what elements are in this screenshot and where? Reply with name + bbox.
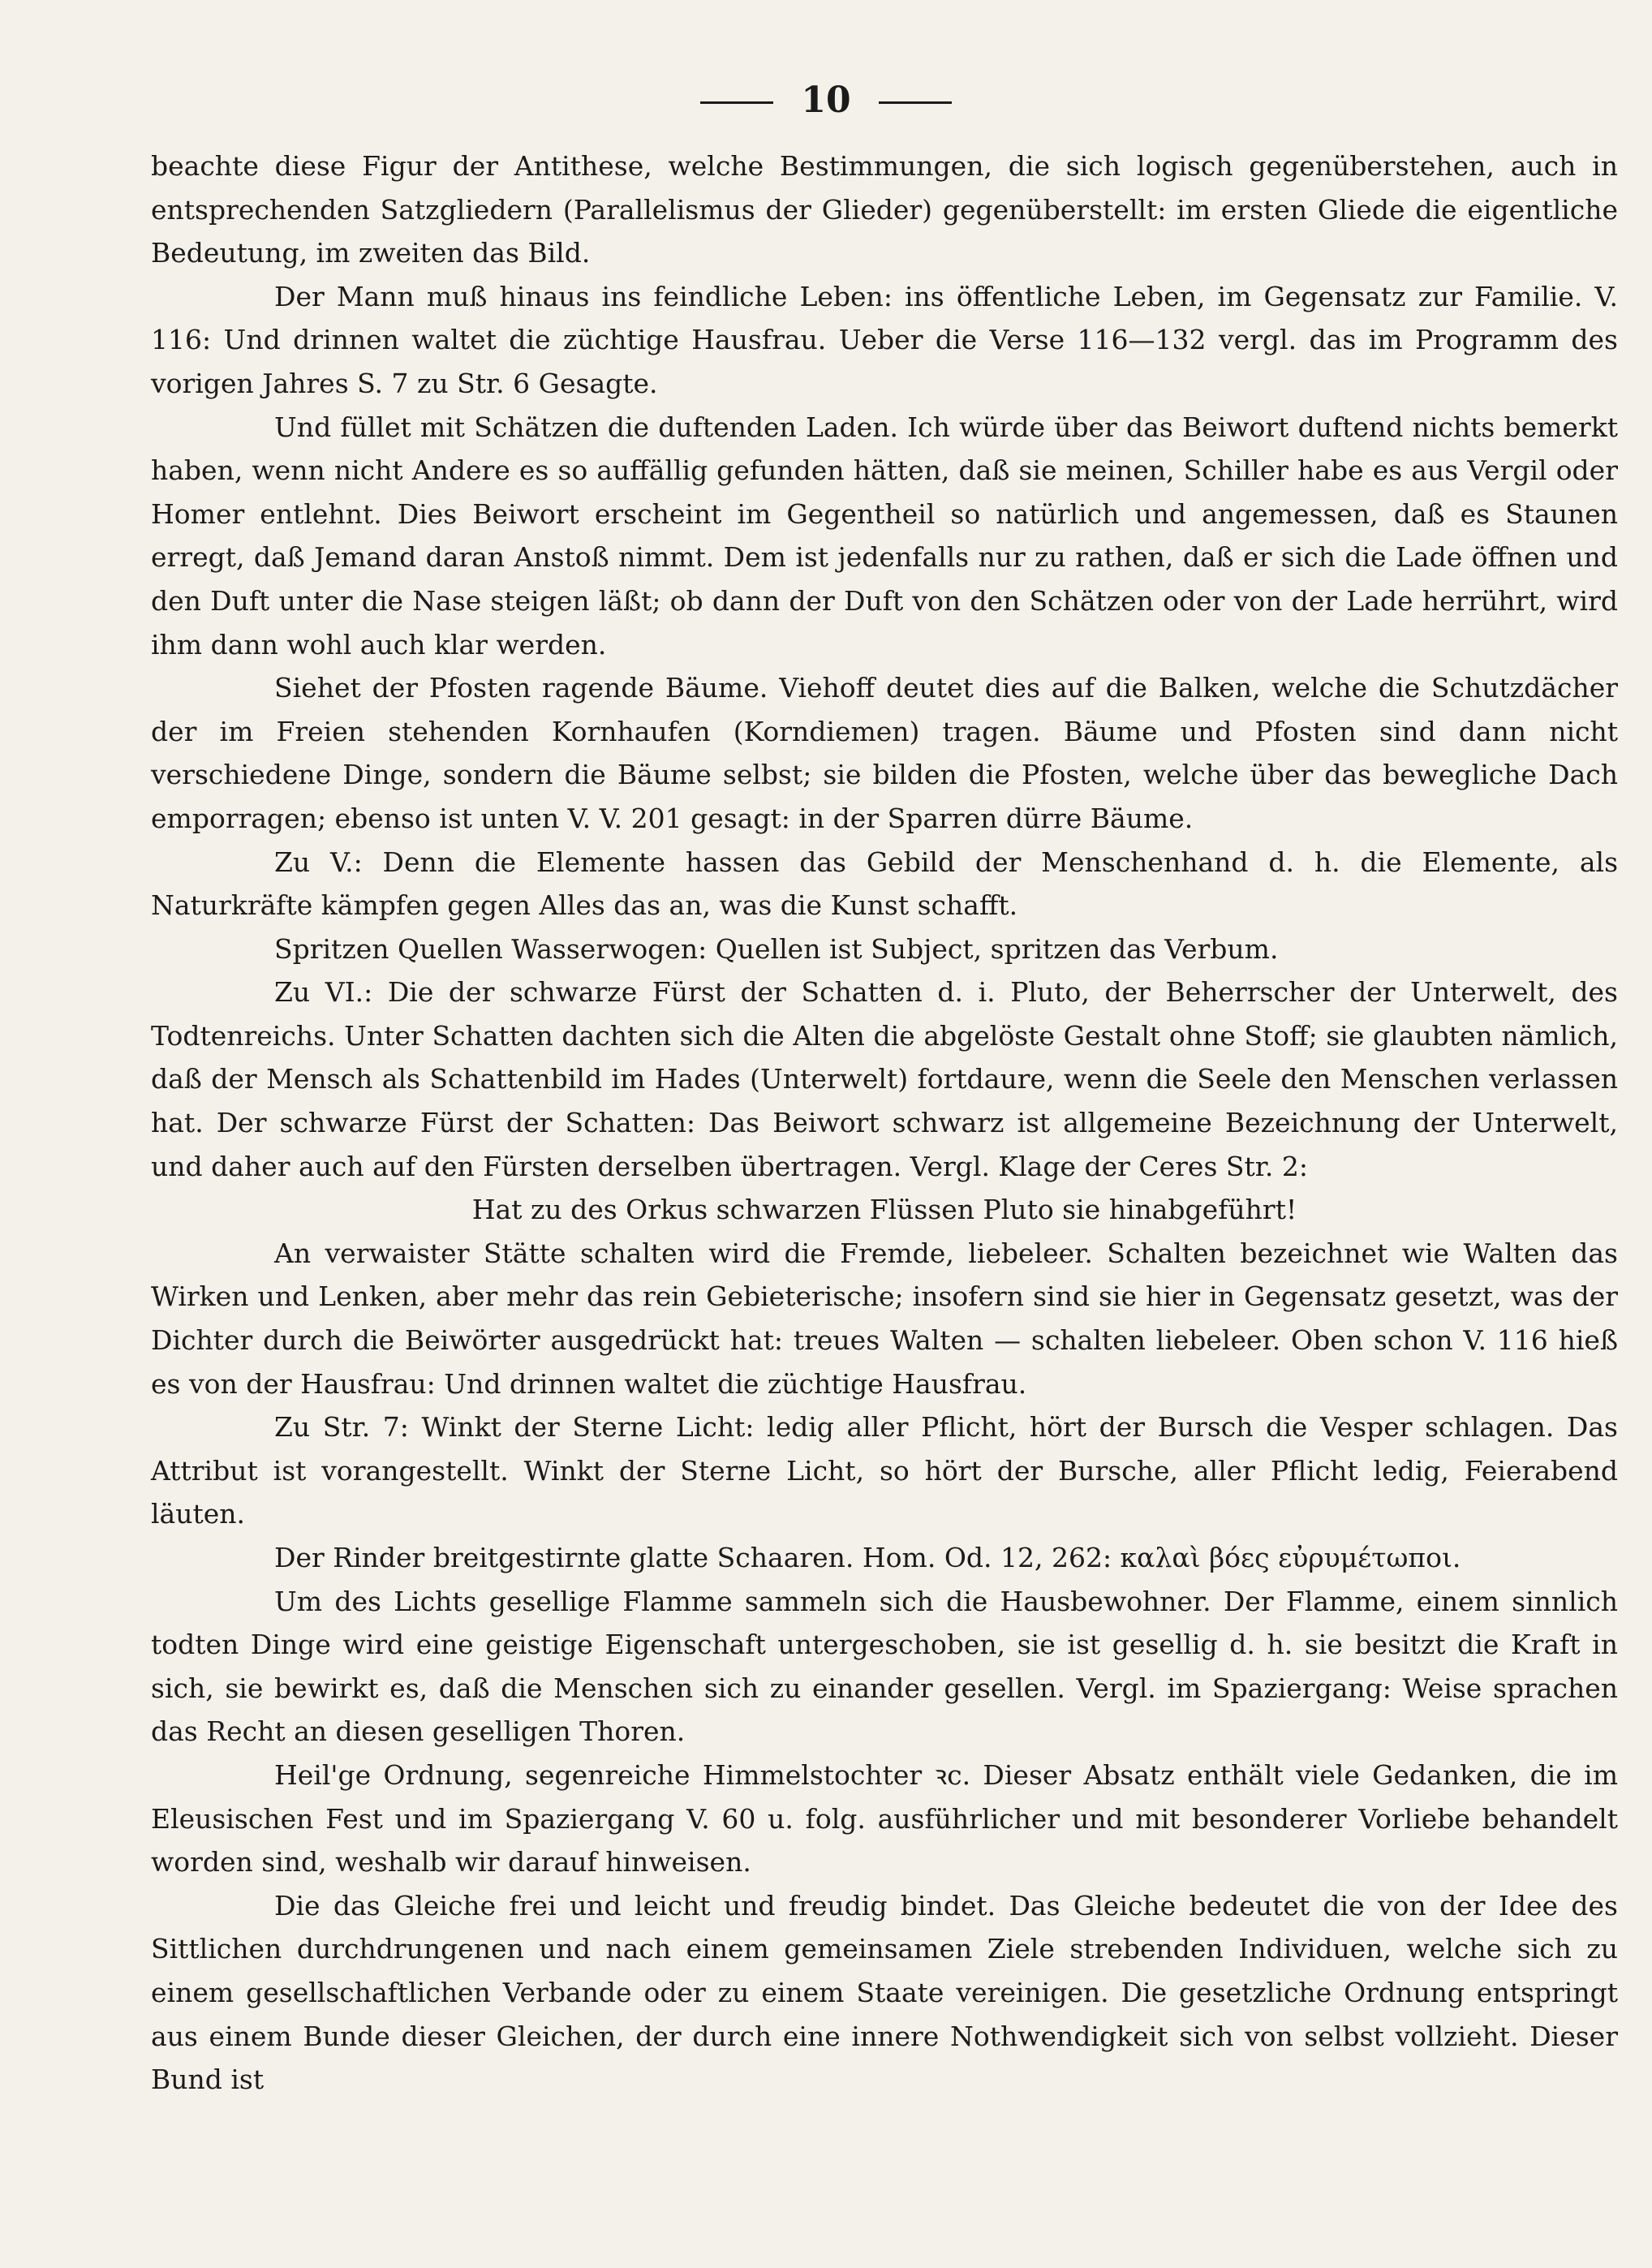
paragraph-pfosten-baeume: Siehet der Pfosten ragende Bäume. Viehoff deutet dies auf die Balken, welche die Schutzdächer der im Freien stehenden Kornhaufen (Korndiemen) tragen. Bäume und Pfosten sind dann nicht verschiedene Dinge, sondern die Bäume selbst; sie bilden die Pfosten, welche über das bewegliche Dach emporragen; ebenso ist unten V. V. 201 gesagt: in der Sparren dürre Bäume. [151,672,1618,834]
paragraph-zu-str-7: Zu Str. 7: Winkt der Sterne Licht: ledig aller Pflicht, hört der Bursch die Vesper schlagen. Das Attribut ist vorangestellt. Winkt der Sterne Licht, so hört der Bursche, aller Pflicht ledig, Feierabend läuten. [151,1411,1618,1530]
paragraph-mann-hinaus: Der Mann muß hinaus ins feindliche Leben: ins öffentliche Leben, im Gegensatz zur Familie. V. 116: Und drinnen waltet die züchtige Hausfrau. Ueber die Verse 116—132 vergl. das im Programm des vorigen Jahres S. 7 zu Str. 6 Gesagte. [151,280,1618,399]
paragraph-rinder: Der Rinder breitgestirnte glatte Schaaren. Hom. Od. 12, 262: καλαὶ βόες εὐρυμέτωποι. [274,1542,1461,1573]
page-number: 10 [801,80,851,121]
paragraph-das-gleiche: Die das Gleiche frei und leicht und freudig bindet. Das Gleiche bedeutet die von der Idee des Sittlichen durchdrungenen und nach einem gemeinsamen Ziele strebenden Individuen, welche sich zu einem gesellschaftlichen Verbande oder zu einem Staate vereinigen. Die gesetzliche Ordnung entspringt aus einem Bunde dieser Gleichen, der durch eine innere Nothwendigkeit sich von selbst vollzieht. Dieser Bund ist [151,1889,1618,2096]
paragraph-zu-vi: Zu VI.: Die der schwarze Fürst der Schatten d. i. Pluto, der Beherrscher der Unterwelt, des Todtenreichs. Unter Schatten dachten sich die Alten die abgelöste Gestalt ohne Stoff; sie glaubten nämlich, daß der Mensch als Schattenbild im Hades (Unterwelt) fortdaure, wenn die Seele den Menschen verlassen hat. Der schwarze Fürst der Schatten: Das Beiwort schwarz ist allgemeine Bezeichnung der Unterwelt, und daher auch auf den Fürsten derselben übertragen. Vergl. Klage der Ceres Str. 2: [151,976,1618,1182]
body-text [151,144,1618,2102]
paragraph-gesellige-flamme: Um des Lichts gesellige Flamme sammeln sich die Hausbewohner. Der Flamme, einem sinnlich todten Dinge wird eine geistige Eigenschaft untergeschoben, sie ist gesellig d. h. sie besitzt die Kraft in sich, sie bewirkt es, daß die Menschen sich zu einander gesellen. Vergl. im Spaziergang: Weise sprachen das Recht an diesen geselligen Thoren. [151,1585,1618,1748]
paragraph-continuation: beachte diese Figur der Antithese, welche Bestimmungen, die sich logisch gegenüberstehen, auch in entsprechenden Satzgliedern (Parallelismus der Glieder) gegenüberstellt: im ersten Gliede die eigentliche Bedeutung, im zweiten das Bild. [151,150,1618,269]
paragraph-zu-v: Zu V.: Denn die Elemente hassen das Gebild der Menschenhand d. h. die Elemente, als Naturkräfte kämpfen gegen Alles das an, was die Kunst schafft. [151,846,1618,922]
paragraph-heilge-ordnung: Heil'ge Ordnung, segenreiche Himmelstochter ꝛc. Dieser Absatz enthält viele Gedanken, die im Eleusischen Fest und im Spaziergang V. 60 u. folg. ausführlicher und mit besonderer Vorliebe behandelt worden sind, weshalb wir darauf hinweisen. [151,1758,1618,1879]
paragraph-verwaister-staette: An verwaister Stätte schalten wird die Fremde, liebeleer. Schalten bezeichnet wie Walten das Wirken und Lenken, aber mehr das rein Gebieterische; insofern sind sie hier in Gegensatz gesetzt, was der Dichter durch die Beiwörter ausgedrückt hat: treues Walten — schalten liebeleer. Oben schon V. 116 hieß es von der Hausfrau: Und drinnen waltet die züchtige Hausfrau. [151,1237,1618,1400]
header-dash-left [700,101,773,104]
quote-klage-der-ceres: Hat zu des Orkus schwarzen Flüssen Pluto sie hinabgeführt! [471,1194,1297,1226]
paragraph-duftenden-laden: Und füllet mit Schätzen die duftenden Laden. Ich würde über das Beiwort duftend nichts bemerkt haben, wenn nicht Andere es so auffällig gefunden hätten, daß sie meinen, Schiller habe es aus Vergil oder Homer entlehnt. Dies Beiwort erscheint im Gegentheil so natürlich und angemessen, daß es Staunen erregt, daß Jemand daran Anstoß nimmt. Dem ist jedenfalls nur zu rathen, daß er sich die Lade öffnen und den Duft unter die Nase steigen läßt; ob dann der Duft von den Schätzen oder von der Lade herrührt, wird ihm dann wohl auch klar werden. [151,411,1618,661]
page-header [0,78,1652,123]
paragraph-spritzen-quellen: Spritzen Quellen Wasserwogen: Quellen ist Subject, spritzen das Verbum. [274,932,1279,965]
header-dash-right [879,101,952,104]
